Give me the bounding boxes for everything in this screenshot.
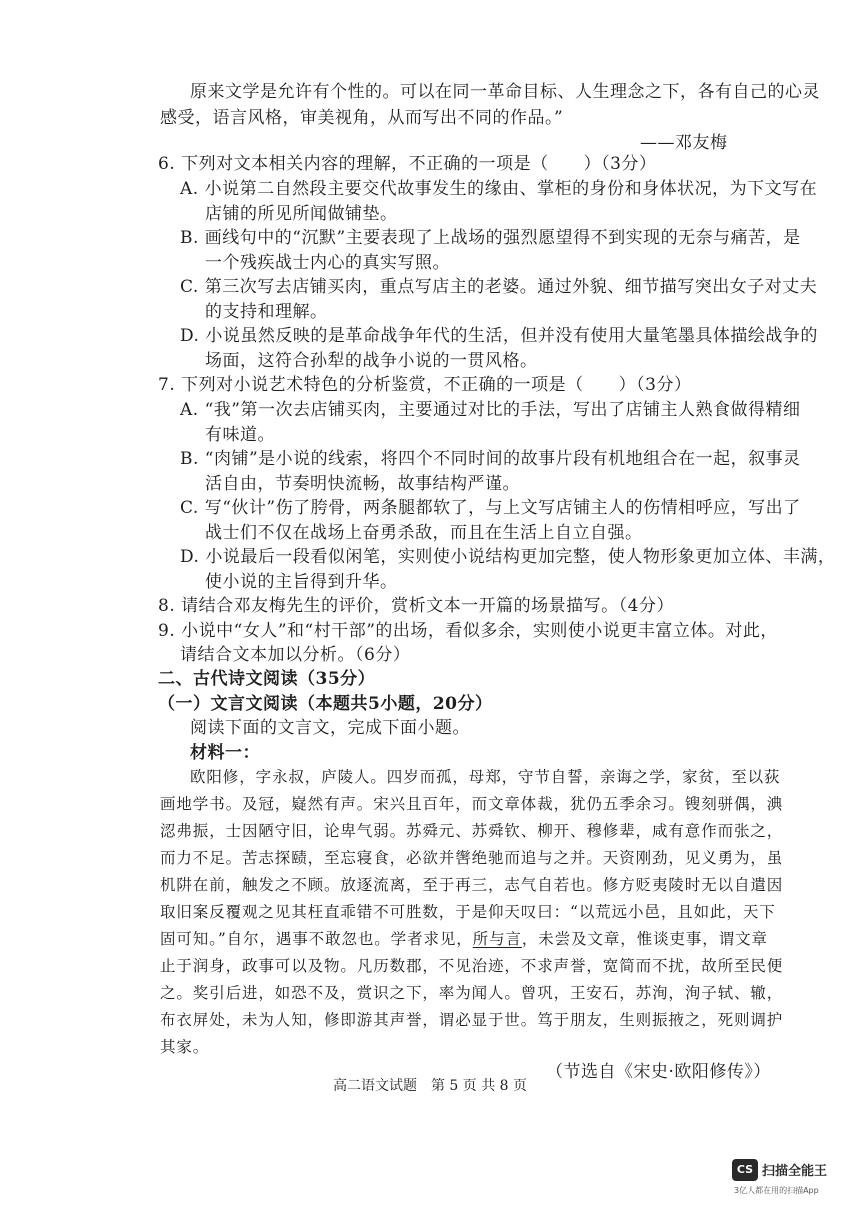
passage-line-8: 止于润身，政事可以及物。凡历数郡，不见治迹，不求声誉，宽简而不扰，故所至民便: [160, 957, 784, 975]
material-label: 材料一：: [190, 743, 260, 763]
q7-option-d: D. 小说最后一段看似闲笔，实则使小说结构更加完整，使人物形象更加立体、丰满，: [180, 547, 836, 567]
q6-option-c: C. 第三次写去店铺买肉，重点写店主的老婆。通过外貌、细节描写突出女子对丈夫: [180, 277, 818, 297]
subsection-heading: （一）文言文阅读（本题共5小题，20分）: [158, 694, 493, 714]
section-heading: 二、古代诗文阅读（35分）: [158, 669, 376, 689]
q9-stem-cont: 请结合文本加以分析。（6分）: [180, 645, 411, 665]
passage-line-7-start: 固可知。”自尔，遇事不敢忽也。学者求见，: [160, 930, 473, 948]
q6-option-c-cont: 的支持和理解。: [205, 302, 328, 322]
passage-line-1: 欧阳修，字永叔，庐陵人。四岁而孤，母郑，守节自誓，亲诲之学，家贫，至以荻: [190, 768, 781, 786]
q6-option-a: A. 小说第二自然段主要交代故事发生的缘由、掌柜的身份和身体状况，为下文写在: [180, 179, 818, 199]
q6-option-b-cont: 一个残疾战士内心的真实写照。: [205, 253, 450, 273]
q9-stem: 9. 小说中“女人”和“村干部”的出场，看似多余，实则使小说更丰富立体。对此，: [158, 621, 778, 641]
q6-option-a-cont: 店铺的所见所闻做铺垫。: [205, 204, 398, 224]
watermark-subtitle: 3亿人都在用的扫描App: [734, 1186, 819, 1195]
watermark-name: 扫描全能王: [762, 1164, 828, 1179]
q7-option-b-cont: 活自由，节奏明快流畅，故事结构严谨。: [205, 474, 520, 494]
q8-stem: 8. 请结合邓友梅先生的评价，赏析文本一开篇的场景描写。（4分）: [158, 596, 674, 616]
camscanner-logo-icon: CS: [732, 1159, 758, 1181]
passage-line-7-end: ，未尝及文章，惟谈吏事，谓文章: [521, 930, 768, 948]
passage-line-6: 取旧案反覆观之见其枉直乖错不可胜数，于是仰天叹曰：“以荒远小邑，且如此，天下: [160, 903, 776, 921]
passage-line-10: 布衣屏处，未为人知，修即游其声誉，谓必显于世。笃于朋友，生则振掖之，死则调护: [160, 1011, 784, 1029]
q6-option-d: D. 小说虽然反映的是革命战争年代的生活，但并没有使用大量笔墨具体描绘战争的: [180, 326, 818, 346]
passage-line-7: [160, 926, 768, 953]
passage-line-5: 机阱在前，触发之不顾。放逐流离，至于再三，志气自若也。修方贬夷陵时无以自遣因: [160, 876, 784, 894]
passage-line-2: 画地学书。及冠，嶷然有声。宋兴且百年，而文章体裁，犹仍五季余习。锼刻骈偶，淟: [160, 795, 784, 813]
q6-option-d-cont: 场面，这符合孙犁的战争小说的一贯风格。: [205, 351, 538, 371]
q7-option-d-cont: 使小说的主旨得到升华。: [205, 572, 398, 592]
passage-line-4: 而力不足。苦志探赜，至忘寝食，必欲并辔绝驰而追与之并。天资刚劲，见义勇为，虽: [160, 849, 784, 867]
quote-line-1: 原来文学是允许有个性的。可以在同一革命目标、人生理念之下，各有自己的心灵: [190, 82, 820, 102]
q6-option-b: B. 画线句中的“沉默”主要表现了上战场的强烈愿望得不到实现的无奈与痛苦，是: [180, 228, 801, 248]
q6-stem: 6. 下列对文本相关内容的理解，不正确的一项是（ ）（3分）: [158, 154, 657, 174]
passage-line-3: 涊弗振，士因陋守旧，论卑气弱。苏舜元、苏舜钦、柳开、穆修辈，咸有意作而张之，: [160, 822, 784, 840]
q7-option-c: C. 写“伙计”伤了胯骨，两条腿都软了，与上文写店铺主人的伤情相呼应，写出了: [180, 498, 801, 518]
q7-option-a-cont: 有味道。: [205, 425, 275, 445]
quote-author: ——邓友梅: [640, 133, 728, 153]
passage-line-11: 其家。: [160, 1038, 210, 1056]
passage-line-9: 之。奖引后进，如恐不及，赏识之下，率为闻人。曾巩，王安石，苏洵，洵子轼、辙，: [160, 984, 784, 1002]
q7-option-b: B. “肉铺”是小说的线索，将四个不同时间的故事片段有机地组合在一起，叙事灵: [180, 449, 801, 469]
underlined-phrase: 所与言: [472, 930, 522, 948]
reading-instruction: 阅读下面的文言文，完成下面小题。: [190, 718, 470, 738]
page-footer: 高二语文试题 第 5 页 共 8 页: [332, 1078, 528, 1094]
q7-option-a: A. “我”第一次去店铺买肉，主要通过对比的手法，写出了店铺主人熟食做得精细: [180, 400, 801, 420]
q7-stem: 7. 下列对小说艺术特色的分析鉴赏，不正确的一项是（ ）（3分）: [158, 375, 692, 395]
scanner-watermark: [732, 1159, 842, 1199]
quote-line-2: 感受，语言风格，审美视角，从而写出不同的作品。”: [160, 108, 564, 128]
q7-option-c-cont: 战士们不仅在战场上奋勇杀敌，而且在生活上自立自强。: [205, 523, 643, 543]
passage-source: （节选自《宋史·欧阳修传》）: [546, 1062, 771, 1082]
